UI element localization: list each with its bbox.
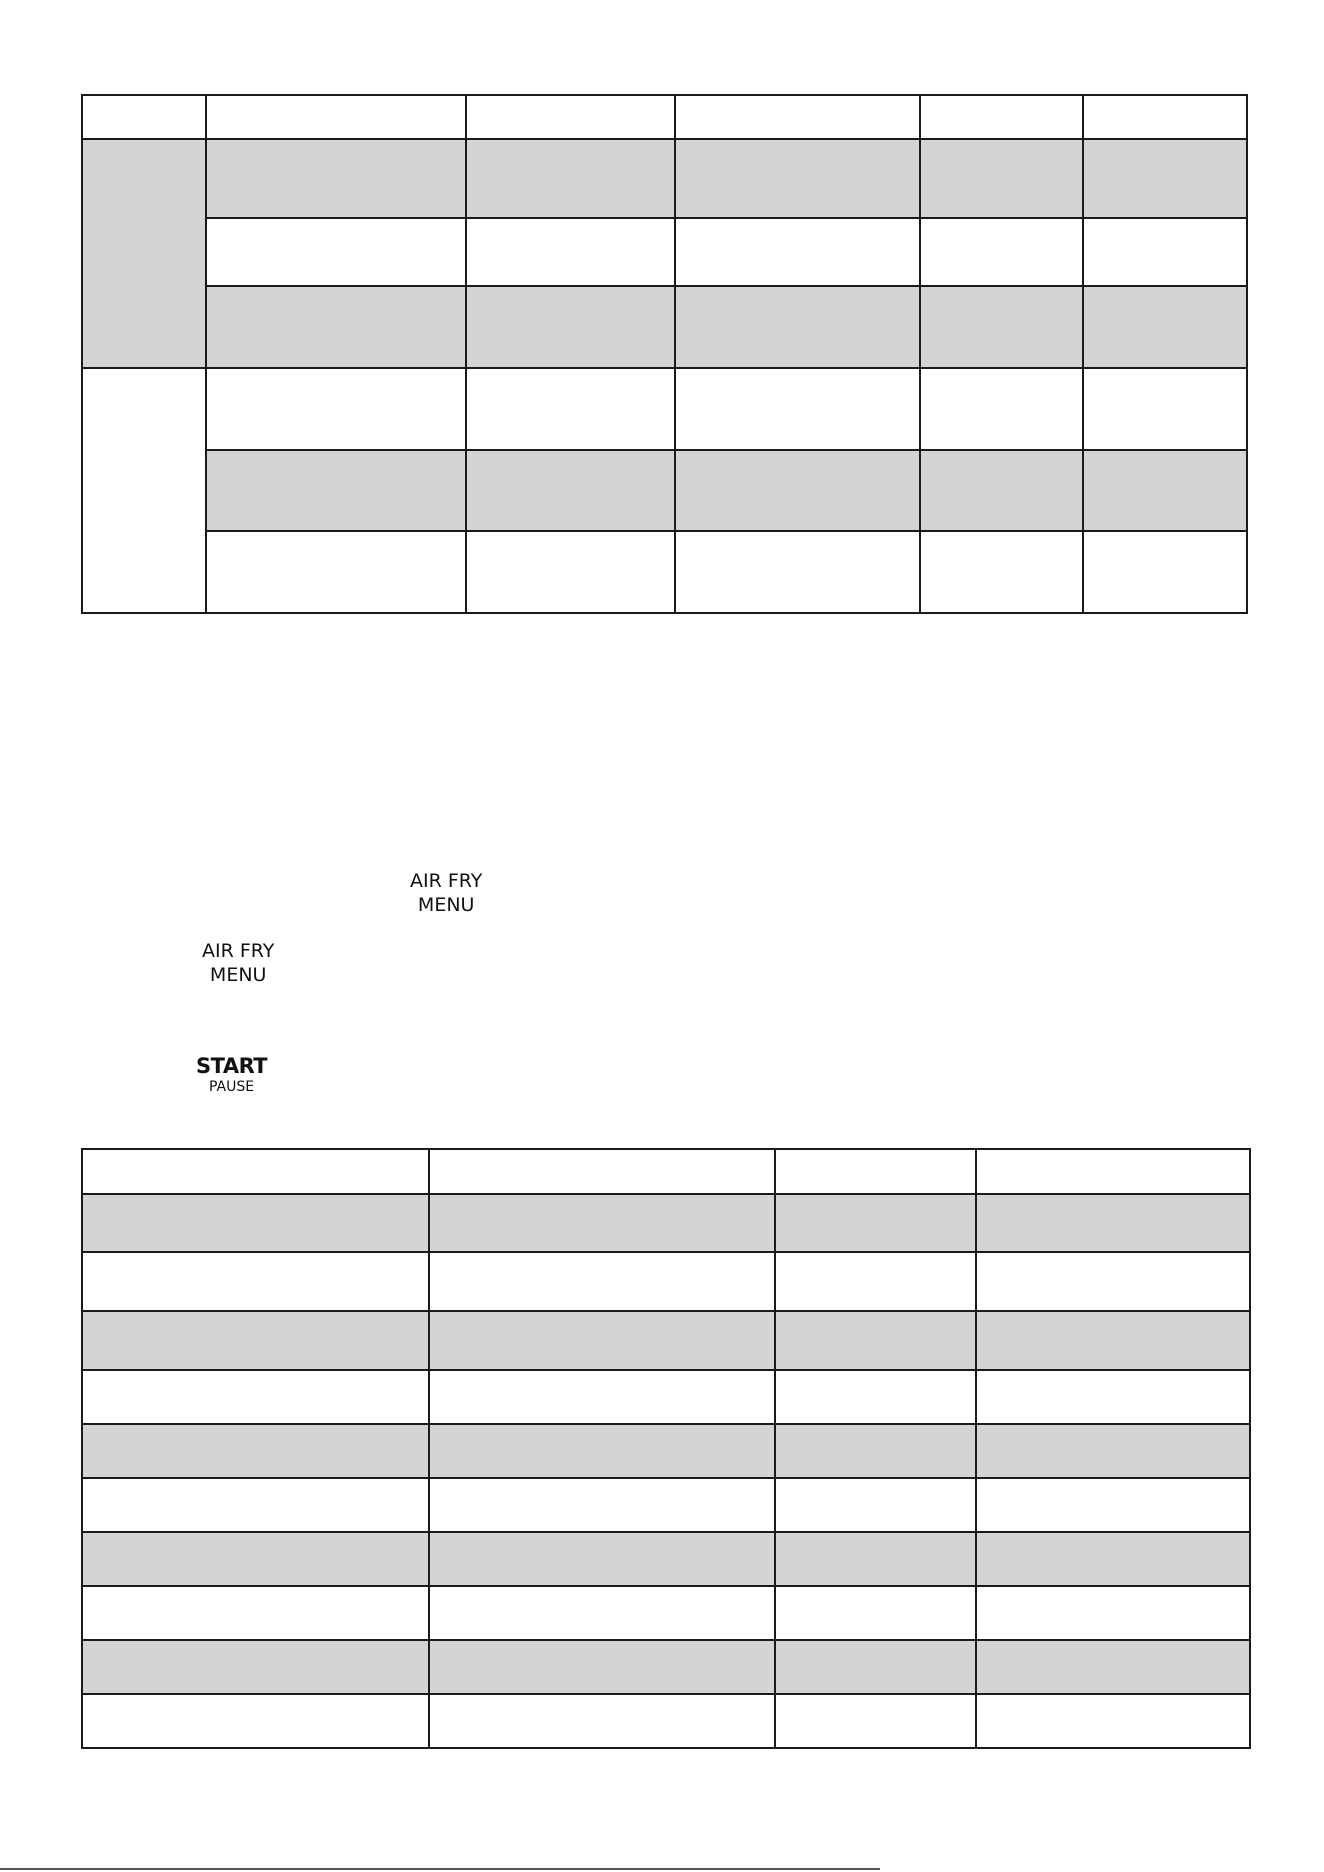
table-cell (429, 1478, 775, 1532)
table-cell (82, 1252, 429, 1311)
table-cell (976, 1311, 1250, 1370)
table-cell (1083, 368, 1247, 450)
table-cell (466, 286, 675, 368)
table-cell (1083, 218, 1247, 286)
start-label-line1: START (196, 1054, 268, 1078)
table-header-row (82, 1149, 1250, 1194)
table-cell (675, 450, 920, 531)
table-cell (466, 450, 675, 531)
table-cell (976, 1252, 1250, 1311)
table-row (82, 1370, 1250, 1424)
menu-label-line2: MENU (417, 893, 475, 916)
header-cell (920, 95, 1084, 139)
table-cell (675, 139, 920, 218)
table-cell (775, 1532, 976, 1586)
air-fry-menu-button-label (410, 870, 482, 918)
table-row (82, 139, 1247, 218)
table-cell (206, 450, 466, 531)
table-row (82, 218, 1247, 286)
table-cell (82, 1640, 429, 1694)
table-row (82, 1311, 1250, 1370)
table-cell (429, 1640, 775, 1694)
table-cell (775, 1311, 976, 1370)
cooking-guide-table-2 (81, 1148, 1251, 1749)
header-cell (775, 1149, 976, 1194)
air-fry-label-line1: AIR FRY (202, 940, 275, 962)
table-row (82, 1586, 1250, 1640)
table-cell (82, 1532, 429, 1586)
table-cell (920, 531, 1084, 613)
table-cell (920, 218, 1084, 286)
table-cell (429, 1252, 775, 1311)
header-cell (1083, 95, 1247, 139)
start-pause-button-label (196, 1053, 267, 1096)
table-cell (775, 1370, 976, 1424)
table-row (82, 286, 1247, 368)
table-cell (675, 531, 920, 613)
table-cell (976, 1478, 1250, 1532)
table-cell (920, 450, 1084, 531)
table-row (82, 450, 1247, 531)
footer-rule (0, 1868, 880, 1870)
pause-label-line2: PAUSE (209, 1079, 255, 1096)
header-cell (82, 95, 206, 139)
table-cell (976, 1194, 1250, 1252)
table-cell (675, 286, 920, 368)
table-cell (429, 1370, 775, 1424)
table-cell (82, 1311, 429, 1370)
table-cell (206, 531, 466, 613)
table-cell (775, 1478, 976, 1532)
table-cell (206, 368, 466, 450)
table-row (82, 1532, 1250, 1586)
table-cell (82, 1694, 429, 1748)
table-row (82, 1252, 1250, 1311)
table-cell (920, 139, 1084, 218)
table-cell (920, 368, 1084, 450)
table-cell (1083, 286, 1247, 368)
menu-label-line2: MENU (209, 963, 267, 986)
table-cell (466, 139, 675, 218)
table-cell (466, 218, 675, 286)
table-cell (82, 1586, 429, 1640)
table-cell (775, 1640, 976, 1694)
table-cell (206, 286, 466, 368)
category-cell (82, 368, 206, 613)
table-cell (775, 1194, 976, 1252)
table-cell (675, 218, 920, 286)
table-cell (775, 1424, 976, 1478)
table-cell (976, 1424, 1250, 1478)
table-cell (206, 139, 466, 218)
table-cell (976, 1532, 1250, 1586)
table-row (82, 1478, 1250, 1532)
air-fry-label-line1: AIR FRY (410, 870, 483, 892)
table-cell (920, 286, 1084, 368)
header-cell (675, 95, 920, 139)
table-cell (1083, 531, 1247, 613)
table-cell (429, 1532, 775, 1586)
table-cell (82, 1478, 429, 1532)
header-cell (82, 1149, 429, 1194)
table-cell (466, 531, 675, 613)
table-row (82, 1694, 1250, 1748)
table-cell (82, 1424, 429, 1478)
table-cell (675, 368, 920, 450)
table-row (82, 1640, 1250, 1694)
table-cell (976, 1370, 1250, 1424)
table-cell (775, 1252, 976, 1311)
table-row (82, 531, 1247, 613)
table-cell (1083, 450, 1247, 531)
table-cell (429, 1194, 775, 1252)
table-cell (206, 218, 466, 286)
table-cell (775, 1694, 976, 1748)
header-cell (429, 1149, 775, 1194)
table-cell (82, 1370, 429, 1424)
table-cell (1083, 139, 1247, 218)
table-cell (429, 1311, 775, 1370)
table-cell (429, 1694, 775, 1748)
table-cell (976, 1694, 1250, 1748)
header-cell (206, 95, 466, 139)
table-row (82, 1424, 1250, 1478)
header-cell (976, 1149, 1250, 1194)
table-cell (775, 1586, 976, 1640)
air-fry-menu-button-label (202, 940, 274, 988)
cooking-guide-table-1 (81, 94, 1248, 614)
header-cell (466, 95, 675, 139)
table-cell (82, 1194, 429, 1252)
table-cell (429, 1586, 775, 1640)
table-row (82, 1194, 1250, 1252)
category-cell (82, 139, 206, 368)
table-cell (429, 1424, 775, 1478)
table-cell (466, 368, 675, 450)
table-row (82, 368, 1247, 450)
table-cell (976, 1586, 1250, 1640)
table-header-row (82, 95, 1247, 139)
table-cell (976, 1640, 1250, 1694)
